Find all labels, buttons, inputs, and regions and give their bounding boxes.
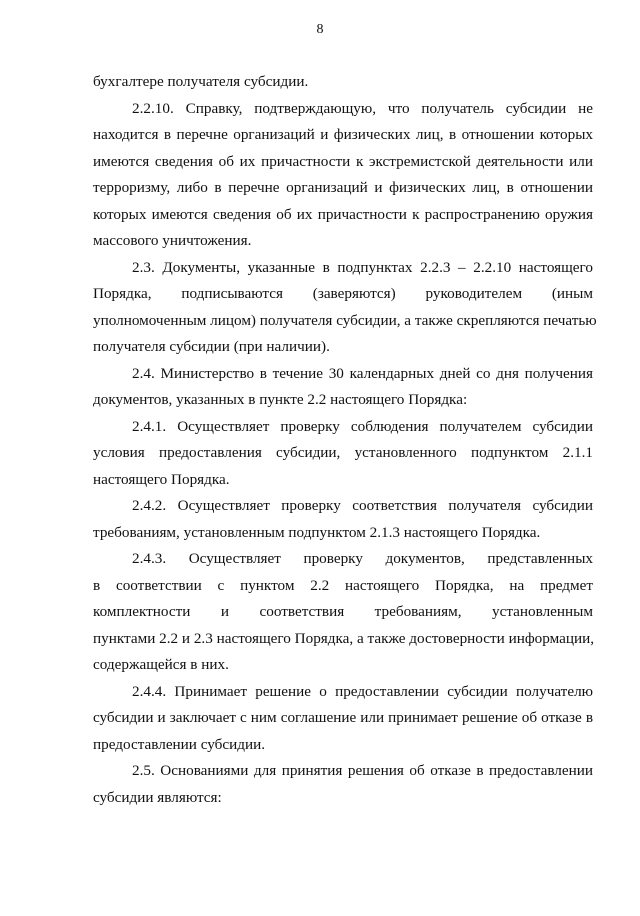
text-line: 2.5. Основаниями для принятия решения об отказе в предоставлении [132,762,593,779]
text-line: субсидии являются: [93,789,222,806]
text-line: которых имеются сведения об их причастности к распространению оружия [93,206,593,223]
page-number: 8 [316,22,324,37]
text-line: бухгалтере получателя субсидии. [93,73,309,90]
text-line: 2.4.4. Принимает решение о предоставлении субсидии получателю [132,683,593,700]
text-line: 2.4.3. Осуществляет проверку документов, представленных [132,550,593,567]
text-line: субсидии и заключает с ним соглашение или принимает решение об отказе в [93,709,593,726]
text-line: настоящего Порядка. [93,471,230,488]
text-line: документов, указанных в пункте 2.2 настоящего Порядка: [93,391,468,408]
text-line: получателя субсидии (при наличии). [93,338,330,355]
text-line: содержащейся в них. [93,656,229,673]
text-line: 2.4.1. Осуществляет проверку соблюдения получателем субсидии [132,418,593,435]
text-line: находится в перечне организаций и физических лиц, в отношении которых [93,126,593,143]
text-line: в соответствии с пунктом 2.2 настоящего Порядка, на предмет [93,577,593,594]
text-line: 2.4. Министерство в течение 30 календарных дней со дня получения [132,365,593,382]
text-line: требованиям, установленным подпунктом 2.1.3 настоящего Порядка. [93,524,541,541]
text-line: Порядка, подписываются (заверяются) руководителем (иным [93,285,593,302]
text-line: массового уничтожения. [93,232,252,249]
text-line: 2.2.10. Справку, подтверждающую, что получатель субсидии не [132,100,593,117]
text-line: терроризму, либо в перечне организаций и физических лиц, в отношении [93,179,593,196]
text-line: имеются сведения об их причастности к экстремистской деятельности или [93,153,593,170]
text-line: 2.4.2. Осуществляет проверку соответствия получателя субсидии [132,497,593,514]
text-line: 2.3. Документы, указанные в подпунктах 2.2.3 – 2.2.10 настоящего [132,259,593,276]
text-line: условия предоставления субсидии, установленного подпунктом 2.1.1 [93,444,593,461]
text-line: пунктами 2.2 и 2.3 настоящего Порядка, а также достоверности информации, [93,630,595,647]
text-line: комплектности и соответствия требованиям, установленным [93,603,593,620]
text-line: уполномоченным лицом) получателя субсидии, а также скрепляются печатью [93,312,597,329]
text-line: предоставлении субсидии. [93,736,266,753]
